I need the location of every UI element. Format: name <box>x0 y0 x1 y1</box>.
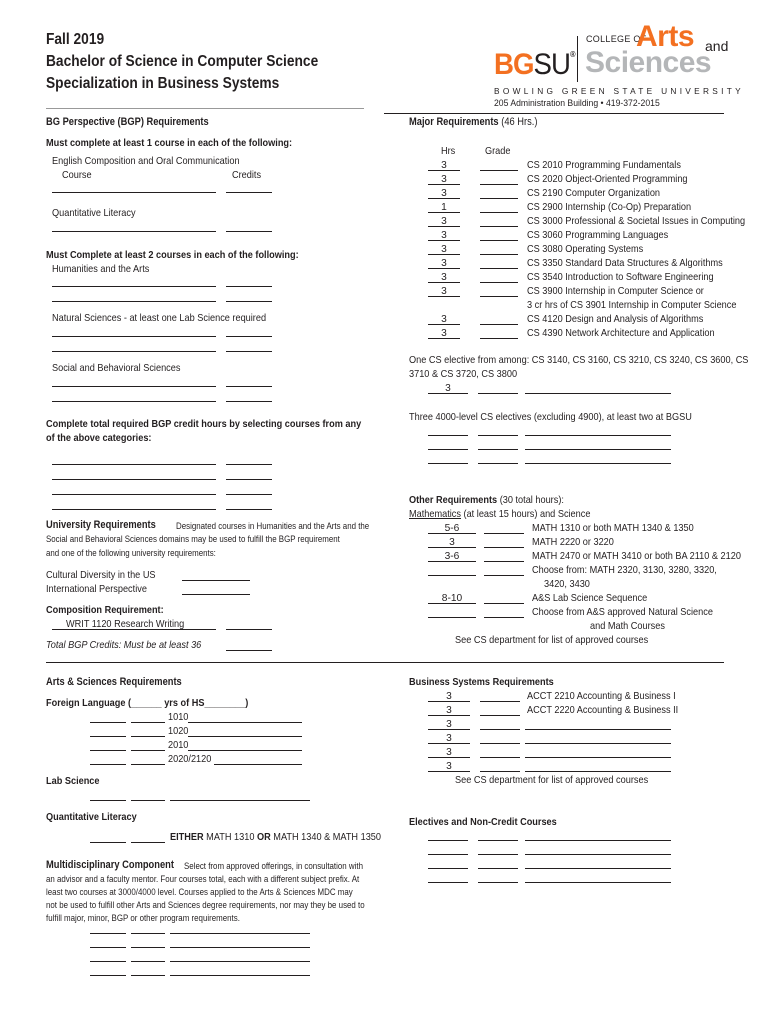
arts-text: Arts <box>636 20 695 53</box>
other-hrs: 8-10 <box>441 593 463 604</box>
elective-grade-field[interactable] <box>478 393 518 394</box>
major-grade-field[interactable] <box>480 282 518 283</box>
major-grade-field[interactable] <box>480 296 518 297</box>
natural-credits-field-2[interactable] <box>226 351 272 352</box>
business-course-name: ACCT 2210 Accounting & Business I <box>527 691 676 702</box>
math-a-label: MATH 1310 <box>206 832 255 843</box>
major-grade-field[interactable] <box>480 254 518 255</box>
lang-course-4: 2020/2120 <box>168 754 212 765</box>
section-rule-left <box>46 662 384 663</box>
electives-grade-3[interactable] <box>478 868 518 869</box>
lang-field-b-2[interactable] <box>131 736 165 737</box>
major-hrs: 1 <box>441 202 447 213</box>
other-grade-field[interactable] <box>484 617 524 618</box>
other-grade-field[interactable] <box>484 561 524 562</box>
lang-course-1: 1010 <box>168 712 189 723</box>
e4000-hrs-1[interactable] <box>428 435 468 436</box>
lang-course-2: 1020 <box>168 726 189 737</box>
or-label: OR <box>256 832 271 843</box>
writ-label: WRIT 1120 Research Writing <box>66 619 185 630</box>
elective-hrs: 3 <box>445 383 451 394</box>
degree-title: Bachelor of Science in Computer Science <box>46 53 319 70</box>
electives-grade-1[interactable] <box>478 840 518 841</box>
mdc-field-c-3[interactable] <box>170 961 310 962</box>
comp-heading: Composition Requirement: <box>46 605 164 616</box>
as-quant-field-a[interactable] <box>90 842 126 843</box>
section-rule-right <box>384 662 724 663</box>
lang-field-c-2[interactable] <box>188 736 302 737</box>
major-grade-field[interactable] <box>480 338 518 339</box>
e4000-grade-1[interactable] <box>478 435 518 436</box>
mdc-field-b-4[interactable] <box>131 975 165 976</box>
major-heading <box>409 116 537 128</box>
bgp-rule1: Must complete at least 1 course in each of the following: <box>46 138 293 149</box>
major-hrs: 3 <box>441 328 447 339</box>
social-label: Social and Behavioral Sciences <box>52 363 181 374</box>
electives-course-2[interactable] <box>525 854 671 855</box>
humanities-label: Humanities and the Arts <box>52 264 150 275</box>
college-of-text: COLLEGE OF <box>586 34 647 44</box>
e4000-course-1[interactable] <box>525 435 671 436</box>
e4000-hrs-3[interactable] <box>428 463 468 464</box>
bgp-extra-course-2[interactable] <box>52 479 216 480</box>
other-see-note: See CS department for list of approved courses <box>455 635 649 646</box>
mdc-desc3: least two courses at 3000/4000 level. Courses applied to the Arts & Sciences MDC may <box>46 887 353 897</box>
other-hrs-field[interactable] <box>428 575 476 576</box>
other-course-name: Choose from: MATH 2320, 3130, 3280, 3320, <box>532 565 717 576</box>
quant-course-field[interactable] <box>52 231 216 232</box>
mdc-field-a-4[interactable] <box>90 975 126 976</box>
humanities-course-field-1[interactable] <box>52 286 216 287</box>
lang-field-c-1[interactable] <box>188 722 302 723</box>
mdc-field-b-1[interactable] <box>131 933 165 934</box>
bgp-extra-credits-4[interactable] <box>226 509 272 510</box>
other-course-name: A&S Lab Science Sequence <box>532 593 648 604</box>
bgp-extra-course-3[interactable] <box>52 494 216 495</box>
business-grade-field[interactable] <box>480 757 520 758</box>
business-course-field[interactable] <box>525 743 671 744</box>
business-grade-field[interactable] <box>480 701 520 702</box>
business-course-field[interactable] <box>525 729 671 730</box>
course-label: Course <box>62 170 92 181</box>
other-hrs: 3-6 <box>444 551 460 562</box>
as-heading: Arts & Sciences Requirements <box>46 676 182 688</box>
lang-field-a-2[interactable] <box>90 736 126 737</box>
business-grade-field[interactable] <box>480 715 520 716</box>
header-rule-left <box>46 108 364 109</box>
contact-line: 205 Administration Building • 419-372-2015 <box>494 98 660 109</box>
major-grade-field[interactable] <box>480 184 518 185</box>
bgp-extra-credits-2[interactable] <box>226 479 272 480</box>
business-hrs: 3 <box>446 761 452 772</box>
bgp-extra-credits-1[interactable] <box>226 464 272 465</box>
lab-field-a[interactable] <box>90 800 126 801</box>
major-course-name: CS 2010 Programming Fundamentals <box>527 160 681 171</box>
natural-credits-field-1[interactable] <box>226 336 272 337</box>
either-label: EITHER <box>170 832 204 843</box>
business-grade-field[interactable] <box>480 729 520 730</box>
other-course-name: Choose from A&S approved Natural Science <box>532 607 713 618</box>
univ-desc1: Designated courses in Humanities and the Arts and the <box>176 521 370 531</box>
mdc-field-a-1[interactable] <box>90 933 126 934</box>
lang-field-c-3[interactable] <box>188 750 302 751</box>
bgsu-su: SU <box>533 48 571 81</box>
business-hrs: 3 <box>446 719 452 730</box>
lab-field-b[interactable] <box>131 800 165 801</box>
mdc-desc4: not be used to fulfill other Arts and Sciences degree requirements, nor may they be used to <box>46 900 365 910</box>
major-course-name: CS 4390 Network Architecture and Application <box>527 328 715 339</box>
business-grade-field[interactable] <box>480 771 520 772</box>
bgp-total-line2: of the above categories: <box>46 433 152 444</box>
major-hrs: 3 <box>441 314 447 325</box>
major-course-name: CS 2190 Computer Organization <box>527 188 661 199</box>
univ-heading: University Requirements <box>46 519 156 531</box>
other-heading-text: Other Requirements <box>409 495 498 506</box>
mdc-desc5: fulfill major, minor, BGP or other program requirements. <box>46 913 240 923</box>
quant-credits-field[interactable] <box>226 231 272 232</box>
natural-course-field-2[interactable] <box>52 351 216 352</box>
humanities-credits-field-2[interactable] <box>226 301 272 302</box>
other-grade-field[interactable] <box>484 603 524 604</box>
col-hrs-header: Hrs <box>441 146 456 157</box>
natural-label: Natural Sciences - at least one Lab Science required <box>52 313 267 324</box>
electives-course-3[interactable] <box>525 868 671 869</box>
lang-field-a-1[interactable] <box>90 722 126 723</box>
lab-field-c[interactable] <box>170 800 310 801</box>
business-course-name: ACCT 2220 Accounting & Business II <box>527 705 679 716</box>
major-course-name: CS 4120 Design and Analysis of Algorithms <box>527 314 704 325</box>
business-course-field[interactable] <box>525 757 671 758</box>
lang-field-c-4[interactable] <box>214 764 302 765</box>
header-rule-right <box>384 113 724 114</box>
lang-field-b-4[interactable] <box>131 764 165 765</box>
lang-field-b-1[interactable] <box>131 722 165 723</box>
cultural-field[interactable] <box>182 580 250 581</box>
univ-desc3: and one of the following university requirements: <box>46 548 216 558</box>
e4000-course-3[interactable] <box>525 463 671 464</box>
major-hrs: 3 <box>441 258 447 269</box>
english-course-field[interactable] <box>52 192 216 193</box>
major-grade-field[interactable] <box>480 324 518 325</box>
humanities-course-field-2[interactable] <box>52 301 216 302</box>
other-grade-field[interactable] <box>484 575 524 576</box>
social-credits-field-1[interactable] <box>226 386 272 387</box>
major-hrs: 3 <box>441 174 447 185</box>
major-hrs: 3 <box>441 216 447 227</box>
other-grade-field[interactable] <box>484 533 524 534</box>
mdc-field-c-2[interactable] <box>170 947 310 948</box>
major-course-name: CS 3540 Introduction to Software Engineering <box>527 272 714 283</box>
electives-hrs-3[interactable] <box>428 868 468 869</box>
major-course-name: CS 2900 Internship (Co-Op) Preparation <box>527 202 692 213</box>
major-grade-field[interactable] <box>480 268 518 269</box>
other-course-name: and Math Courses <box>590 621 665 632</box>
lang-field-b-3[interactable] <box>131 750 165 751</box>
business-grade-field[interactable] <box>480 743 520 744</box>
other-hours: (30 total hours): <box>499 495 564 506</box>
lab-science-label: Lab Science <box>46 776 100 787</box>
mdc-field-a-2[interactable] <box>90 947 126 948</box>
electives-grade-2[interactable] <box>478 854 518 855</box>
math-b-label: MATH 1340 & MATH 1350 <box>273 832 381 843</box>
electives-course-1[interactable] <box>525 840 671 841</box>
major-hrs: 3 <box>441 160 447 171</box>
bgp-heading: BG Perspective (BGP) Requirements <box>46 116 209 128</box>
logo-divider <box>577 36 578 82</box>
and-text: and <box>705 38 729 54</box>
term-title: Fall 2019 <box>46 31 105 48</box>
col-grade-header: Grade <box>485 146 511 157</box>
writ-credits-field[interactable] <box>226 629 272 630</box>
math-heading <box>409 508 590 521</box>
elective-line1: One CS elective from among: CS 3140, CS 3160, CS 3210, CS 3240, CS 3600, CS <box>409 355 749 366</box>
major-grade-field[interactable] <box>480 198 518 199</box>
bgp-extra-course-1[interactable] <box>52 464 216 465</box>
major-course-name: CS 3060 Programming Languages <box>527 230 669 241</box>
business-course-field[interactable] <box>525 771 671 772</box>
mdc-desc1: Select from approved offerings, in consultation with <box>184 861 363 871</box>
major-course-name: CS 3900 Internship in Computer Science or <box>527 286 704 297</box>
other-course-name: 3420, 3430 <box>544 579 590 590</box>
mdc-field-c-1[interactable] <box>170 933 310 934</box>
quant-label: Quantitative Literacy <box>52 208 136 219</box>
bgp-extra-credits-3[interactable] <box>226 494 272 495</box>
mdc-heading: Multidisciplinary Component <box>46 859 174 871</box>
major-heading-text: Major Requirements <box>409 116 499 128</box>
international-label: International Perspective <box>46 584 147 595</box>
university-name: BOWLING GREEN STATE UNIVERSITY <box>494 86 744 96</box>
major-grade-field[interactable] <box>480 170 518 171</box>
e4000-course-2[interactable] <box>525 449 671 450</box>
english-label: English Composition and Oral Communication <box>52 156 240 167</box>
major-course-name: 3 cr hrs of CS 3901 Internship in Computer Science <box>527 300 737 311</box>
cultural-label: Cultural Diversity in the US <box>46 570 156 581</box>
english-credits-field[interactable] <box>226 192 272 193</box>
elective-course-field[interactable] <box>525 393 671 394</box>
electives-hrs-1[interactable] <box>428 840 468 841</box>
total-bgp-field[interactable] <box>226 650 272 651</box>
other-hrs: 5-6 <box>444 523 460 534</box>
lang-field-a-4[interactable] <box>90 764 126 765</box>
quant-options <box>170 831 381 844</box>
social-course-field-2[interactable] <box>52 401 216 402</box>
social-course-field-1[interactable] <box>52 386 216 387</box>
electives-course-4[interactable] <box>525 882 671 883</box>
univ-desc2: Social and Behavioral Sciences domains may be used to fulfill the BGP requirement <box>46 534 340 544</box>
major-grade-field[interactable] <box>480 212 518 213</box>
electives-grade-4[interactable] <box>478 882 518 883</box>
major-course-name: CS 3000 Professional & Societal Issues in Computing <box>527 216 746 227</box>
mdc-field-a-3[interactable] <box>90 961 126 962</box>
as-quant-field-b[interactable] <box>131 842 165 843</box>
other-hrs-field[interactable] <box>428 617 476 618</box>
bgp-extra-course-4[interactable] <box>52 509 216 510</box>
specialization-title: Specialization in Business Systems <box>46 75 280 92</box>
major-course-name: CS 3350 Standard Data Structures & Algorithms <box>527 258 723 269</box>
math-heading-text: Mathematics <box>409 509 461 520</box>
major-grade-field[interactable] <box>480 240 518 241</box>
e4000-grade-2[interactable] <box>478 449 518 450</box>
electives-hrs-2[interactable] <box>428 854 468 855</box>
major-hrs: 3 <box>441 286 447 297</box>
math-heading-rest: (at least 15 hours) and Science <box>463 509 591 520</box>
three-4000-label: Three 4000-level CS electives (excluding 4900), at least two at BGSU <box>409 412 692 423</box>
social-credits-field-2[interactable] <box>226 401 272 402</box>
business-hrs: 3 <box>446 733 452 744</box>
bgsu-bg: BG <box>494 48 534 81</box>
business-hrs: 3 <box>446 691 452 702</box>
other-course-name: MATH 2220 or 3220 <box>532 537 614 548</box>
major-grade-field[interactable] <box>480 226 518 227</box>
major-hrs: 3 <box>441 188 447 199</box>
sciences-text: Sciences <box>585 46 712 79</box>
other-hrs: 3 <box>449 537 455 548</box>
electives-heading: Electives and Non-Credit Courses <box>409 817 557 828</box>
credits-label: Credits <box>232 170 262 181</box>
business-heading: Business Systems Requirements <box>409 677 554 688</box>
mdc-field-b-2[interactable] <box>131 947 165 948</box>
major-hrs: 3 <box>441 230 447 241</box>
as-quant-label: Quantitative Literacy <box>46 812 137 823</box>
other-grade-field[interactable] <box>484 547 524 548</box>
business-see-note: See CS department for list of approved courses <box>455 775 649 786</box>
business-hrs: 3 <box>446 705 452 716</box>
bgp-rule2: Must Complete at least 2 courses in each of the following: <box>46 250 299 261</box>
humanities-credits-field-1[interactable] <box>226 286 272 287</box>
bgp-total-line1: Complete total required BGP credit hours by selecting courses from any <box>46 419 362 430</box>
e4000-hrs-2[interactable] <box>428 449 468 450</box>
mdc-desc2: an advisor and a faculty mentor. Four courses total, each with a different subject prefix. At <box>46 874 360 884</box>
natural-course-field-1[interactable] <box>52 336 216 337</box>
major-hours: (46 Hrs.) <box>501 116 538 128</box>
electives-hrs-4[interactable] <box>428 882 468 883</box>
lang-field-a-3[interactable] <box>90 750 126 751</box>
elective-line2: 3710 & CS 3720, CS 3800 <box>409 369 518 380</box>
bgsu-logo: BGSU® <box>494 48 575 81</box>
other-course-name: MATH 1310 or both MATH 1340 & 1350 <box>532 523 694 534</box>
major-course-name: CS 3080 Operating Systems <box>527 244 644 255</box>
lang-course-3: 2010 <box>168 740 189 751</box>
international-field[interactable] <box>182 594 250 595</box>
foreign-language-label: Foreign Language (______ yrs of HS________) <box>46 698 249 709</box>
e4000-grade-3[interactable] <box>478 463 518 464</box>
mdc-field-c-4[interactable] <box>170 975 310 976</box>
major-hrs: 3 <box>441 272 447 283</box>
other-course-name: MATH 2470 or MATH 3410 or both BA 2110 & 2120 <box>532 551 741 562</box>
business-hrs: 3 <box>446 747 452 758</box>
other-heading <box>409 494 564 507</box>
mdc-field-b-3[interactable] <box>131 961 165 962</box>
major-course-name: CS 2020 Object-Oriented Programming <box>527 174 688 185</box>
major-hrs: 3 <box>441 244 447 255</box>
total-bgp-label: Total BGP Credits: Must be at least 36 <box>46 640 202 651</box>
